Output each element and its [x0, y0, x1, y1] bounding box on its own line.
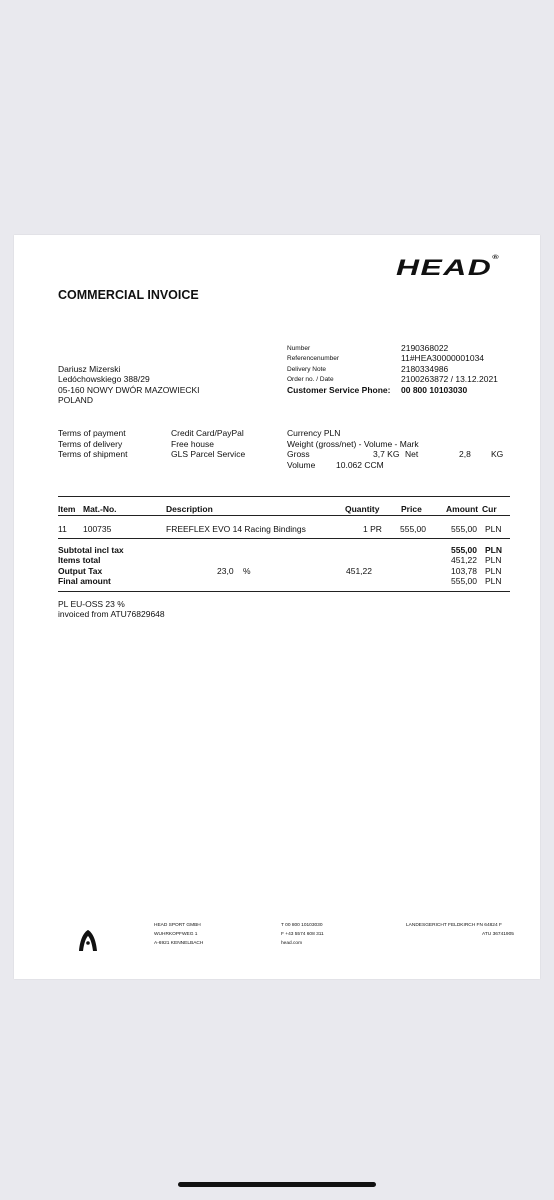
- service-phone-value: 00 800 10103030: [401, 385, 468, 395]
- service-phone-label: Customer Service Phone:: [287, 385, 391, 395]
- output-tax-pct: %: [243, 566, 251, 576]
- volume-label: Volume: [287, 460, 316, 470]
- terms-payment-label: Terms of payment: [58, 428, 126, 438]
- net-value: 2,8: [459, 449, 471, 459]
- row-item: 11: [58, 524, 67, 534]
- terms-payment-value: Credit Card/PayPal: [171, 428, 244, 438]
- subtotal-label: Subtotal incl tax: [58, 545, 124, 555]
- footer-court: LANDESGERICHT FELDKIRCH FN 64824 F: [406, 923, 502, 928]
- items-total-cur: PLN: [485, 555, 502, 565]
- customer-city: 05-160 NOWY DWÓR MAZOWIECKI: [58, 385, 200, 395]
- terms-shipment-label: Terms of shipment: [58, 449, 128, 459]
- table-top-rule: [58, 496, 510, 497]
- info-label-reference: Referencenumber: [287, 355, 340, 362]
- terms-delivery-label: Terms of delivery: [58, 439, 123, 449]
- row-description: FREEFLEX EVO 14 Racing Bindings: [166, 524, 306, 534]
- info-value-number: 2190368022: [401, 343, 449, 353]
- items-total-value: 451,22: [451, 555, 477, 565]
- gross-value: 3,7 KG: [373, 449, 400, 459]
- col-header-description: Description: [166, 504, 213, 514]
- head-logo: [396, 255, 500, 281]
- note-invoiced-from: invoiced from ATU76829648: [58, 609, 165, 619]
- row-cur: PLN: [485, 524, 502, 534]
- terms-shipment-value: GLS Parcel Service: [171, 449, 246, 459]
- invoice-page: [14, 235, 540, 979]
- info-label-number: Number: [287, 345, 311, 352]
- footer-company-city: A-6921 KENNELBACH: [154, 941, 204, 946]
- table-header-rule: [58, 515, 510, 516]
- info-value-delivery-note: 2180334986: [401, 364, 449, 374]
- gross-label: Gross: [287, 449, 310, 459]
- output-tax-base: 451,22: [346, 566, 372, 576]
- row-price: 555,00: [400, 524, 426, 534]
- document-title: COMMERCIAL INVOICE: [58, 288, 199, 302]
- items-total-label: Items total: [58, 555, 101, 565]
- col-header-mat-no: Mat.-No.: [83, 504, 117, 514]
- col-header-item: Item: [58, 504, 76, 514]
- home-indicator[interactable]: [178, 1182, 376, 1187]
- info-value-reference: 11#HEA30000001034: [401, 353, 485, 363]
- output-tax-value: 103,78: [451, 566, 477, 576]
- subtotal-cur: PLN: [485, 545, 502, 555]
- footer-vat: ATU 36741905: [482, 932, 514, 937]
- head-emblem-icon: [76, 927, 100, 953]
- net-label: Net: [405, 449, 419, 459]
- subtotal-value: 555,00: [451, 545, 477, 555]
- footer-company-name: HEAD SPORT GMBH: [154, 923, 201, 928]
- final-amount-value: 555,00: [451, 576, 477, 586]
- table-body-rule: [58, 538, 510, 539]
- footer-fax: F +43 5574 608 311: [281, 932, 324, 937]
- volume-value: 10.062 CCM: [336, 460, 384, 470]
- note-oss: PL EU-OSS 23 %: [58, 599, 125, 609]
- info-value-order: 2100263872 / 13.12.2021: [401, 374, 498, 384]
- row-amount: 555,00: [451, 524, 477, 534]
- col-header-cur: Cur: [482, 504, 497, 514]
- net-unit: KG: [491, 449, 504, 459]
- footer-website: head.com: [281, 941, 303, 946]
- weight-header: Weight (gross/net) - Volume - Mark: [287, 439, 419, 449]
- footer-phone: T 00 800 10103030: [281, 923, 323, 928]
- output-tax-label: Output Tax: [58, 566, 103, 576]
- col-header-quantity: Quantity: [345, 504, 380, 514]
- final-amount-label: Final amount: [58, 576, 111, 586]
- customer-street: Ledóchowskiego 388/29: [58, 374, 150, 384]
- col-header-price: Price: [401, 504, 422, 514]
- currency: Currency PLN: [287, 428, 341, 438]
- footer-company-street: WUHRKOPFWEG 1: [154, 932, 198, 937]
- output-tax-rate: 23,0: [217, 566, 234, 576]
- row-quantity: 1 PR: [363, 524, 382, 534]
- logo-text: HEAD: [396, 255, 493, 280]
- totals-rule: [58, 591, 510, 592]
- customer-country: POLAND: [58, 395, 93, 405]
- row-mat-no: 100735: [83, 524, 112, 534]
- output-tax-cur: PLN: [485, 566, 502, 576]
- col-header-amount: Amount: [446, 504, 479, 514]
- info-label-order: Order no. / Date: [287, 376, 334, 383]
- customer-name: Dariusz Mizerski: [58, 364, 121, 374]
- final-amount-cur: PLN: [485, 576, 502, 586]
- info-label-delivery-note: Delivery Note: [287, 366, 327, 373]
- terms-delivery-value: Free house: [171, 439, 214, 449]
- registered-mark: ®: [492, 255, 501, 261]
